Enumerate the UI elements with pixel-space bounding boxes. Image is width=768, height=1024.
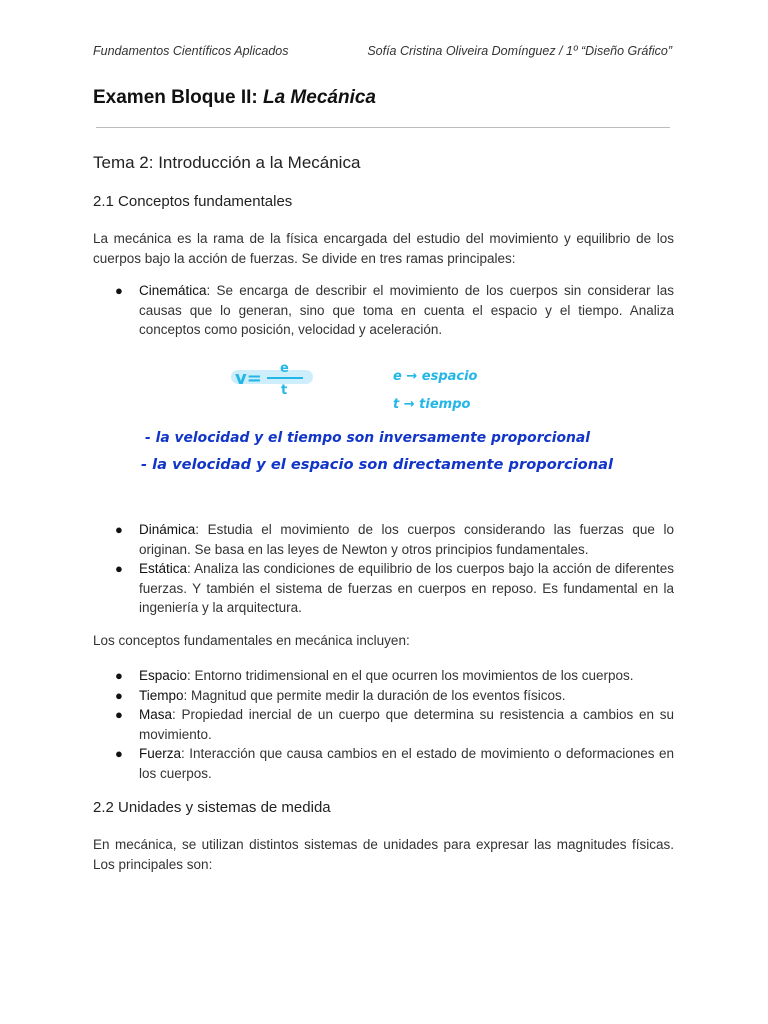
bullet-icon: ● [115,687,123,703]
section-2-intro: En mecánica, se utilizan distintos sistemas de unidades para expresar las magnitudes físicas. Los principales son: [93,837,674,872]
term-description: : Entorno tridimensional en el que ocurren los movimientos de los cuerpos. [187,668,634,683]
term-label: Fuerza [139,746,182,761]
branches-list-b [93,520,674,618]
term-label: Masa [139,707,173,722]
term-label: Dinámica [139,522,196,537]
concepts-list [93,666,674,783]
list-item-tiempo [93,686,674,706]
term-description: : Estudia el movimiento de los cuerpos considerando las fuerzas que lo originan. Se basa en las leyes de Newton y otros principios fundamentales. [139,522,674,557]
bullet-icon: ● [115,707,123,722]
bullet-icon: ● [115,283,123,298]
header-course: Fundamentos Científicos Aplicados [93,44,289,58]
term-description: : Analiza las condiciones de equilibrio de los cuerpos bajo la acción de diferentes fuerzas. Y también el sistema de fuerzas en cuerpos en reposo. Es fundamental en la ingeniería y la arquitectura. [139,561,674,615]
bullet-icon: ● [115,522,123,537]
bullet-icon: ● [115,668,123,683]
list-item-dinamica [93,520,674,559]
section-1-intro: La mecánica es la rama de la física encargada del estudio del movimiento y equilibrio de los cuerpos bajo la acción de fuerzas. Se divide en tres ramas principales: [93,231,674,266]
header-author: Sofía Cristina Oliveira Domínguez / 1º “Diseño Gráfico” [367,44,672,58]
page-title [93,87,376,109]
title-divider [96,127,670,128]
term-description: : Interacción que causa cambios en el estado de movimiento o deformaciones en los cuerpos. [139,746,674,781]
list-item-masa [93,705,674,744]
term-label: Espacio [139,668,188,683]
list-item-espacio [93,666,674,686]
handwritten-notes-image [135,350,635,490]
handwritten-line-2: - la velocidad y el espacio son directamente proporcional [141,457,614,473]
formula-numerator: e [280,361,289,376]
bullet-icon: ● [115,561,123,576]
term-label: Estática [139,561,188,576]
title-emphasis: La Mecánica [262,87,376,108]
concepts-intro: Los conceptos fundamentales en mecánica incluyen: [93,633,410,648]
list-item-cinematica [93,281,674,340]
term-label: Cinemática [139,283,207,298]
term-description: : Propiedad inercial de un cuerpo que determina su resistencia a cambios en su movimiento. [139,707,674,742]
term-label: Tiempo [139,687,184,703]
bullet-icon: ● [115,746,123,761]
formula-lhs: v= [235,368,262,389]
section-2-heading: 2.2 Unidades y sistemas de medida [93,799,331,816]
term-description: : Se encarga de describir el movimiento de los cuerpos sin considerar las causas que lo generan, sino que toma en cuenta el espacio y el tiempo. Analiza conceptos como posición, velocidad y aceleración. [139,283,674,337]
list-item-fuerza [93,744,674,783]
term-description: : Magnitud que permite medir la duración de los eventos físicos. [183,687,566,703]
title-prefix: Examen Bloque II: [93,87,263,108]
handwritten-line-1: - la velocidad y el tiempo son inversamente proporcional [145,430,591,446]
tema-heading: Tema 2: Introducción a la Mecánica [93,153,361,172]
formula-denominator: t [281,383,288,398]
legend-tiempo: t → tiempo [393,397,471,412]
list-item-estatica [93,559,674,618]
legend-espacio: e → espacio [393,369,478,384]
branches-list-a [93,281,674,340]
section-1-heading: 2.1 Conceptos fundamentales [93,193,293,210]
